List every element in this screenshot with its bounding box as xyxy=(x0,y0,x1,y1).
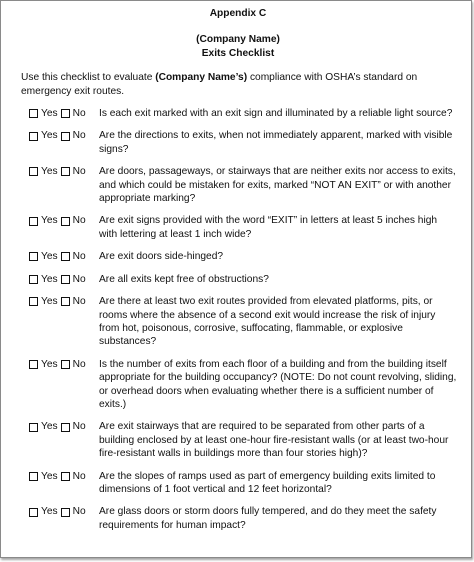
no-option[interactable] xyxy=(61,129,86,142)
yes-option[interactable] xyxy=(29,358,58,371)
yes-checkbox[interactable] xyxy=(29,109,38,118)
no-checkbox[interactable] xyxy=(61,252,70,261)
no-option[interactable] xyxy=(61,107,86,120)
checklist-item xyxy=(19,250,457,263)
checklist-item xyxy=(19,505,457,532)
no-checkbox[interactable] xyxy=(61,423,70,432)
yes-checkbox[interactable] xyxy=(29,297,38,306)
checklist-item xyxy=(19,107,457,120)
question-text: Are exit signs provided with the word “EXIT” in letters at least 5 inches high with lettering at least 1 inch wide? xyxy=(99,215,438,240)
checklist-item xyxy=(19,295,457,349)
no-checkbox[interactable] xyxy=(61,472,70,481)
yes-label: Yes xyxy=(41,273,58,285)
no-label: No xyxy=(72,421,86,433)
yes-label: Yes xyxy=(41,358,58,370)
intro-company: (Company Name’s) xyxy=(155,72,248,84)
yes-option[interactable] xyxy=(29,505,58,518)
checklist-item xyxy=(19,273,457,286)
no-option[interactable] xyxy=(61,273,86,286)
no-label: No xyxy=(72,108,86,120)
no-checkbox[interactable] xyxy=(61,360,70,369)
no-checkbox[interactable] xyxy=(61,217,70,226)
no-option[interactable] xyxy=(61,505,86,518)
no-label: No xyxy=(72,215,86,227)
no-checkbox[interactable] xyxy=(61,508,70,517)
yes-label: Yes xyxy=(41,215,58,227)
yes-option[interactable] xyxy=(29,273,58,286)
answer-options xyxy=(19,107,95,120)
yes-option[interactable] xyxy=(29,165,58,178)
intro-text xyxy=(21,71,441,98)
yes-label: Yes xyxy=(41,251,58,263)
answer-options xyxy=(19,165,95,178)
answer-options xyxy=(19,358,95,371)
no-option[interactable] xyxy=(61,214,86,227)
yes-label: Yes xyxy=(41,470,58,482)
answer-options xyxy=(19,214,95,227)
no-label: No xyxy=(72,130,86,142)
question-text: Is the number of exits from each floor of a building and from the building itself appropriate for the building occupancy? (NOTE: Do not count revolving, sliding, or overhead doors when evaluating whether there is a sufficient number of exits.) xyxy=(99,358,457,410)
question-text: Are doors, passageways, or stairways that are neither exits nor access to exits, and which could be mistaken for exits, marked “NOT AN EXIT” or with another appropriate marking? xyxy=(99,166,456,205)
yes-checkbox[interactable] xyxy=(29,360,38,369)
yes-label: Yes xyxy=(41,421,58,433)
no-checkbox[interactable] xyxy=(61,297,70,306)
yes-option[interactable] xyxy=(29,250,58,263)
yes-label: Yes xyxy=(41,130,58,142)
question-text: Are exit doors side-hinged? xyxy=(99,251,224,263)
yes-checkbox[interactable] xyxy=(29,167,38,176)
no-label: No xyxy=(72,296,86,308)
checklist-item xyxy=(19,420,457,460)
yes-option[interactable] xyxy=(29,129,58,142)
answer-options xyxy=(19,420,95,433)
question-text: Are the slopes of ramps used as part of emergency building exits limited to dimensions of 1 foot vertical and 12 feet horizontal? xyxy=(99,470,436,495)
no-label: No xyxy=(72,251,86,263)
yes-checkbox[interactable] xyxy=(29,423,38,432)
no-checkbox[interactable] xyxy=(61,132,70,141)
checklist-item xyxy=(19,470,457,497)
yes-checkbox[interactable] xyxy=(29,275,38,284)
no-checkbox[interactable] xyxy=(61,275,70,284)
question-text: Are the directions to exits, when not immediately apparent, marked with visible signs? xyxy=(99,130,453,155)
checklist-item xyxy=(19,165,457,205)
answer-options xyxy=(19,470,95,483)
checklist-item xyxy=(19,129,457,156)
yes-checkbox[interactable] xyxy=(29,252,38,261)
intro-prefix: Use this checklist to evaluate xyxy=(21,72,156,84)
yes-checkbox[interactable] xyxy=(29,132,38,141)
yes-label: Yes xyxy=(41,296,58,308)
yes-option[interactable] xyxy=(29,214,58,227)
yes-option[interactable] xyxy=(29,107,58,120)
answer-options xyxy=(19,250,95,263)
checklist-page xyxy=(19,7,457,532)
yes-checkbox[interactable] xyxy=(29,472,38,481)
checklist-item xyxy=(19,358,457,412)
no-label: No xyxy=(72,358,86,370)
no-label: No xyxy=(72,273,86,285)
appendix-title: Appendix C xyxy=(209,8,267,19)
yes-option[interactable] xyxy=(29,470,58,483)
yes-checkbox[interactable] xyxy=(29,508,38,517)
intro-suffix: compliance with OSHA’s standard on emergency exit routes. xyxy=(21,72,418,97)
no-checkbox[interactable] xyxy=(61,109,70,118)
yes-label: Yes xyxy=(41,166,58,178)
checklist-items xyxy=(19,107,457,532)
yes-label: Yes xyxy=(41,506,58,518)
yes-label: Yes xyxy=(41,108,58,120)
checklist-title: Exits Checklist xyxy=(201,47,275,59)
question-text: Is each exit marked with an exit sign and illuminated by a reliable light source? xyxy=(99,108,453,120)
no-label: No xyxy=(72,470,86,482)
no-option[interactable] xyxy=(61,165,86,178)
yes-checkbox[interactable] xyxy=(29,217,38,226)
answer-options xyxy=(19,505,95,518)
no-label: No xyxy=(72,506,86,518)
question-text: Are all exits kept free of obstructions? xyxy=(99,273,269,285)
no-option[interactable] xyxy=(61,250,86,263)
question-text: Are exit stairways that are required to be separated from other parts of a building enclosed by at least one-hour fire-resistant walls (or at least two-hour fire-resistant walls in buildings more than four stories high)? xyxy=(99,421,449,460)
no-option[interactable] xyxy=(61,358,86,371)
answer-options xyxy=(19,129,95,142)
no-checkbox[interactable] xyxy=(61,167,70,176)
no-option[interactable] xyxy=(61,420,86,433)
no-option[interactable] xyxy=(61,470,86,483)
no-option[interactable] xyxy=(61,295,86,308)
no-label: No xyxy=(72,166,86,178)
question-text: Are there at least two exit routes provided from elevated platforms, pits, or rooms where the absence of a second exit would increase the risk of injury from hot, poisonous, corrosive, suffocating, flammable, or explosive substances? xyxy=(99,296,436,348)
answer-options xyxy=(19,295,95,308)
yes-option[interactable] xyxy=(29,295,58,308)
yes-option[interactable] xyxy=(29,420,58,433)
question-text: Are glass doors or storm doors fully tempered, and do they meet the safety requirements for human impact? xyxy=(99,506,437,531)
company-name-title: (Company Name) xyxy=(196,34,280,46)
answer-options xyxy=(19,273,95,286)
checklist-item xyxy=(19,214,457,241)
